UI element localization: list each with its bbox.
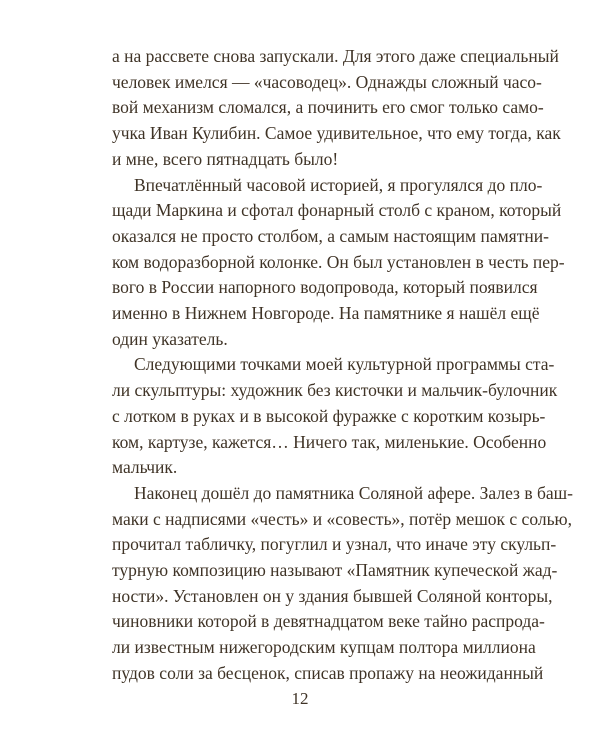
text-line: а на рассвете снова запускали. Для этого даже специальный [112,46,559,66]
text-line: прочитал табличку, погуглил и узнал, что иначе эту скульп- [112,534,557,555]
text-line: один указатель. [112,328,228,349]
text-line: ли известным нижегородским купцам полтора миллиона [112,637,536,658]
text-line: учка Иван Кулибин. Самое удивительное, что ему тогда, как [112,123,561,144]
text-line: чиновники которой в девятнадцатом веке тайно распрода- [112,611,545,632]
text-line: ком, картузе, кажется… Ничего так, миленькие. Особенно [112,431,547,452]
text-line: оказался не просто столбом, а самым настоящим памятни- [112,225,549,246]
text-line: мальчик. [112,457,178,478]
text-line: ли скульптуры: художник без кисточки и мальчик-булочник [112,380,558,401]
paragraph-first-line: Наконец дошёл до памятника Соляной афере. Залез в баш- [134,482,573,503]
paragraph-first-line: Впечатлённый часовой историей, я прогулялся до пло- [134,174,543,195]
text-line: именно в Нижнем Новгороде. На памятнике я нашёл ещё [112,303,540,324]
body-text [112,44,573,687]
paragraph-first-line: Следующими точками моей культурной программы ста- [134,354,555,375]
text-line: ности». Установлен он у здания бывшей Соляной конторы, [112,585,553,606]
text-line: и мне, всего пятнадцать было! [112,148,339,169]
text-line: вой механизм сломался, а починить его смог только само- [112,97,544,118]
page-number: 12 [291,689,309,708]
text-line: пудов соли за бесценок, списав пропажу на неожиданный [112,662,544,683]
text-line: ком водоразборной колонке. Он был установлен в честь пер- [112,251,565,272]
text-line: с лотком в руках и в высокой фуражке с коротким козырь- [112,405,546,426]
text-line: человек имелся — «часоводец». Однажды сложный часо- [112,71,542,92]
text-line: щади Маркина и сфотал фонарный столб с краном, который [112,200,562,221]
text-line: маки с надписями «честь» и «совесть», потёр мешок с солью, [112,508,573,529]
text-line: вого в России напорного водопровода, который появился [112,277,538,298]
text-line: турную композицию называют «Памятник купеческой жад- [112,560,558,581]
